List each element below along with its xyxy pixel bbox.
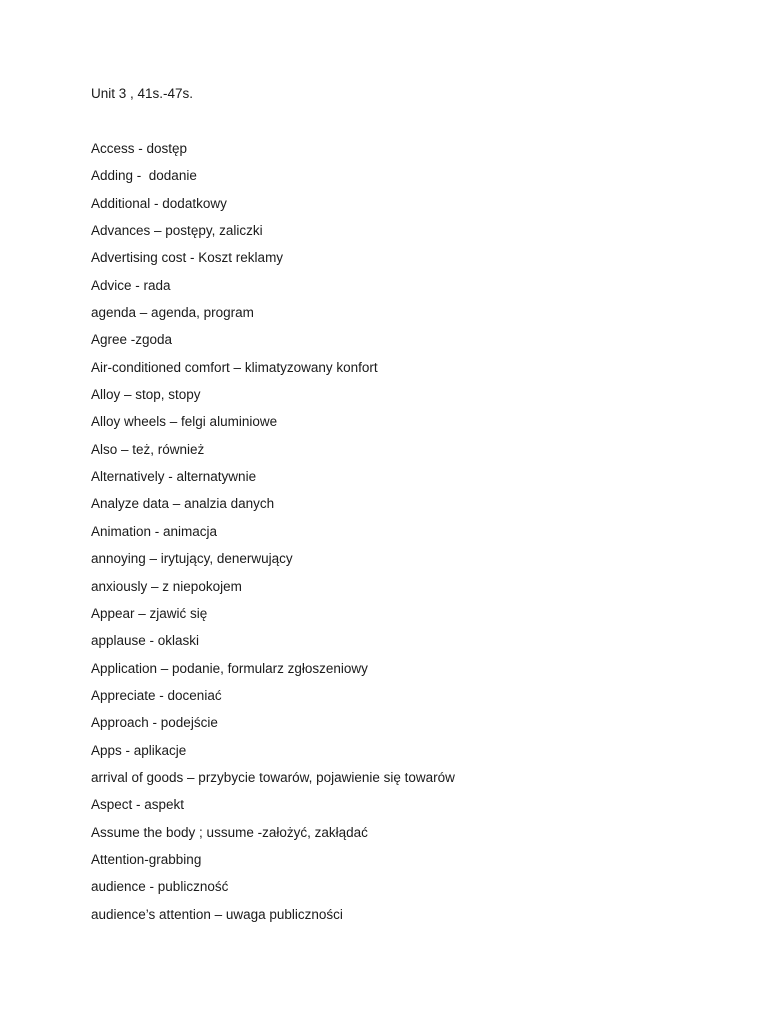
vocabulary-entry: anxiously – z niepokojem [91,578,242,594]
vocabulary-entry: Apps - aplikacje [91,742,187,758]
vocabulary-entry: Approach - podejście [91,715,218,731]
vocabulary-entry: Adding - dodanie [91,168,197,184]
vocabulary-entry: Access - dostęp [91,141,188,156]
vocabulary-entry: Analyze data – analzia danych [91,496,275,512]
vocabulary-entry: Attention-grabbing [91,851,202,867]
vocabulary-entry: Alloy wheels – felgi aluminiowe [91,414,278,430]
vocabulary-entry: Air-conditioned comfort – klimatyzowany konfort [91,359,378,375]
vocabulary-entry: Advertising cost - Koszt reklamy [91,250,284,266]
vocabulary-entry: audience’s attention – uwaga publiczności [91,906,343,922]
vocabulary-entry: Alternatively - alternatywnie [91,469,257,485]
vocabulary-entry: Animation - animacja [91,523,218,539]
vocabulary-entry: Agree -zgoda [91,332,173,348]
vocabulary-entry: Assume the body ; ussume -założyć, zakłądać [91,824,368,840]
vocabulary-list [91,140,455,933]
vocabulary-entry: Appear – zjawić się [91,605,208,621]
vocabulary-entry: Appreciate - doceniać [91,687,222,703]
vocabulary-entry: Also – też, również [91,441,205,457]
vocabulary-entry: Advice - rada [91,277,171,293]
vocabulary-entry: annoying – irytujący, denerwujący [91,551,293,567]
vocabulary-entry: applause - oklaski [91,633,200,649]
vocabulary-entry: Application – podanie, formularz zgłoszeniowy [91,660,368,676]
vocabulary-entry: Aspect - aspekt [91,797,185,813]
vocabulary-entry: agenda – agenda, program [91,305,254,321]
vocabulary-entry: Additional - dodatkowy [91,195,227,211]
vocabulary-entry: Advances – postępy, zaliczki [91,223,263,239]
vocabulary-entry: Alloy – stop, stopy [91,387,201,403]
vocabulary-entry: audience - publiczność [91,879,229,895]
vocabulary-entry: arrival of goods – przybycie towarów, pojawienie się towarów [91,769,455,785]
document-heading: Unit 3 , 41s.-47s. [91,86,194,101]
